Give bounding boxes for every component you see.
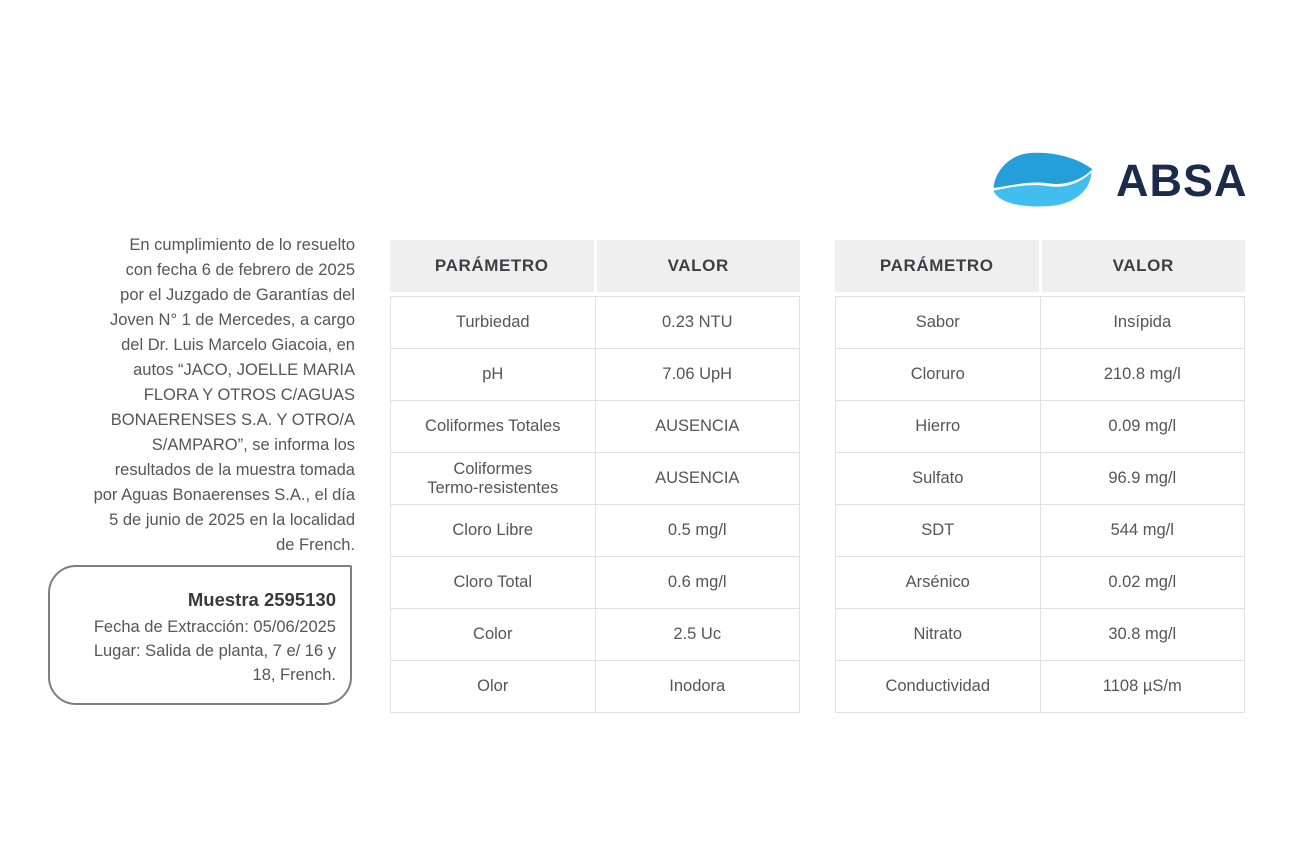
table-row <box>391 452 799 504</box>
parameter-cell: Hierro <box>915 417 961 435</box>
value-cell: 0.6 mg/l <box>595 557 800 608</box>
intro-line: BONAERENSES S.A. Y OTRO/A <box>110 411 355 429</box>
parameter-cell: Sulfato <box>912 469 964 487</box>
parameter-cell: Olor <box>477 677 509 695</box>
parameter-cell: Cloro Libre <box>452 521 534 539</box>
table-row <box>391 556 799 608</box>
value-cell: 2.5 Uc <box>595 609 800 660</box>
table-2-header-row <box>835 240 1245 292</box>
table-1-header-valor: VALOR <box>597 240 801 292</box>
parameter-cell: SDT <box>921 521 955 539</box>
table-row <box>836 297 1244 348</box>
value-cell: 0.09 mg/l <box>1040 401 1245 452</box>
sample-detail-line: 18, French. <box>252 666 336 684</box>
sample-info-box <box>48 565 352 705</box>
intro-line: 5 de junio de 2025 en la localidad <box>109 511 355 529</box>
water-quality-table-1 <box>390 240 800 713</box>
absa-wave-icon <box>986 145 1098 215</box>
value-cell: AUSENCIA <box>595 453 800 504</box>
brand-wordmark: ABSA <box>1116 154 1248 206</box>
value-cell: Insípida <box>1040 297 1245 348</box>
parameter-cell: Sabor <box>915 313 960 331</box>
intro-line: Joven N° 1 de Mercedes, a cargo <box>109 311 355 329</box>
value-cell: 1108 µS/m <box>1040 661 1245 712</box>
table-row <box>836 608 1244 660</box>
table-row <box>391 504 799 556</box>
value-cell: 0.23 NTU <box>595 297 800 348</box>
absa-logo <box>986 143 1248 217</box>
value-cell: 30.8 mg/l <box>1040 609 1245 660</box>
table-row <box>836 660 1244 712</box>
table-1-header-parametro: PARÁMETRO <box>390 240 594 292</box>
parameter-cell: Coliformes Totales <box>425 417 561 435</box>
table-row <box>836 504 1244 556</box>
table-2-header-valor: VALOR <box>1042 240 1246 292</box>
sample-detail-line: Lugar: Salida de planta, 7 e/ 16 y <box>93 642 336 660</box>
intro-line: por el Juzgado de Garantías del <box>120 286 355 304</box>
table-row <box>391 608 799 660</box>
value-cell: 96.9 mg/l <box>1040 453 1245 504</box>
table-1-header-row <box>390 240 800 292</box>
value-cell: 0.02 mg/l <box>1040 557 1245 608</box>
table-row <box>836 348 1244 400</box>
value-cell: AUSENCIA <box>595 401 800 452</box>
intro-line: resultados de la muestra tomada <box>114 461 355 479</box>
parameter-cell: Nitrato <box>913 625 963 643</box>
sample-detail-line: Fecha de Extracción: 05/06/2025 <box>93 618 336 636</box>
table-row <box>391 400 799 452</box>
intro-line: FLORA Y OTROS C/AGUAS <box>143 386 355 404</box>
water-quality-table-2 <box>835 240 1245 713</box>
parameter-cell: Cloro Total <box>453 573 533 591</box>
parameter-cell: Color <box>473 625 513 643</box>
parameter-cell: Cloruro <box>910 365 965 383</box>
parameter-cell: Coliformes Termo-resistentes <box>427 459 559 497</box>
table-row <box>391 348 799 400</box>
parameter-cell: Conductividad <box>885 677 991 695</box>
parameter-cell: pH <box>482 365 504 383</box>
intro-line: del Dr. Luis Marcelo Giacoia, en <box>121 336 355 354</box>
parameter-cell: Arsénico <box>905 573 970 591</box>
sample-title: Muestra 2595130 <box>187 589 336 610</box>
intro-line: En cumplimiento de lo resuelto <box>129 236 355 254</box>
table-1-body <box>390 296 800 713</box>
table-2-header-parametro: PARÁMETRO <box>835 240 1039 292</box>
table-2-body <box>835 296 1245 713</box>
intro-line: de French. <box>276 536 355 554</box>
value-cell: 7.06 UpH <box>595 349 800 400</box>
table-row <box>836 556 1244 608</box>
parameter-cell: Turbiedad <box>455 313 530 331</box>
intro-paragraph <box>45 233 355 558</box>
intro-line: por Aguas Bonaerenses S.A., el día <box>93 486 355 504</box>
value-cell: 0.5 mg/l <box>595 505 800 556</box>
intro-line: con fecha 6 de febrero de 2025 <box>125 261 355 279</box>
table-row <box>836 400 1244 452</box>
table-row <box>391 297 799 348</box>
table-row <box>836 452 1244 504</box>
table-row <box>391 660 799 712</box>
value-cell: 210.8 mg/l <box>1040 349 1245 400</box>
value-cell: Inodora <box>595 661 800 712</box>
intro-line: autos “JACO, JOELLE MARIA <box>133 361 355 379</box>
value-cell: 544 mg/l <box>1040 505 1245 556</box>
sample-details <box>58 615 336 687</box>
intro-line: S/AMPARO”, se informa los <box>151 436 355 454</box>
